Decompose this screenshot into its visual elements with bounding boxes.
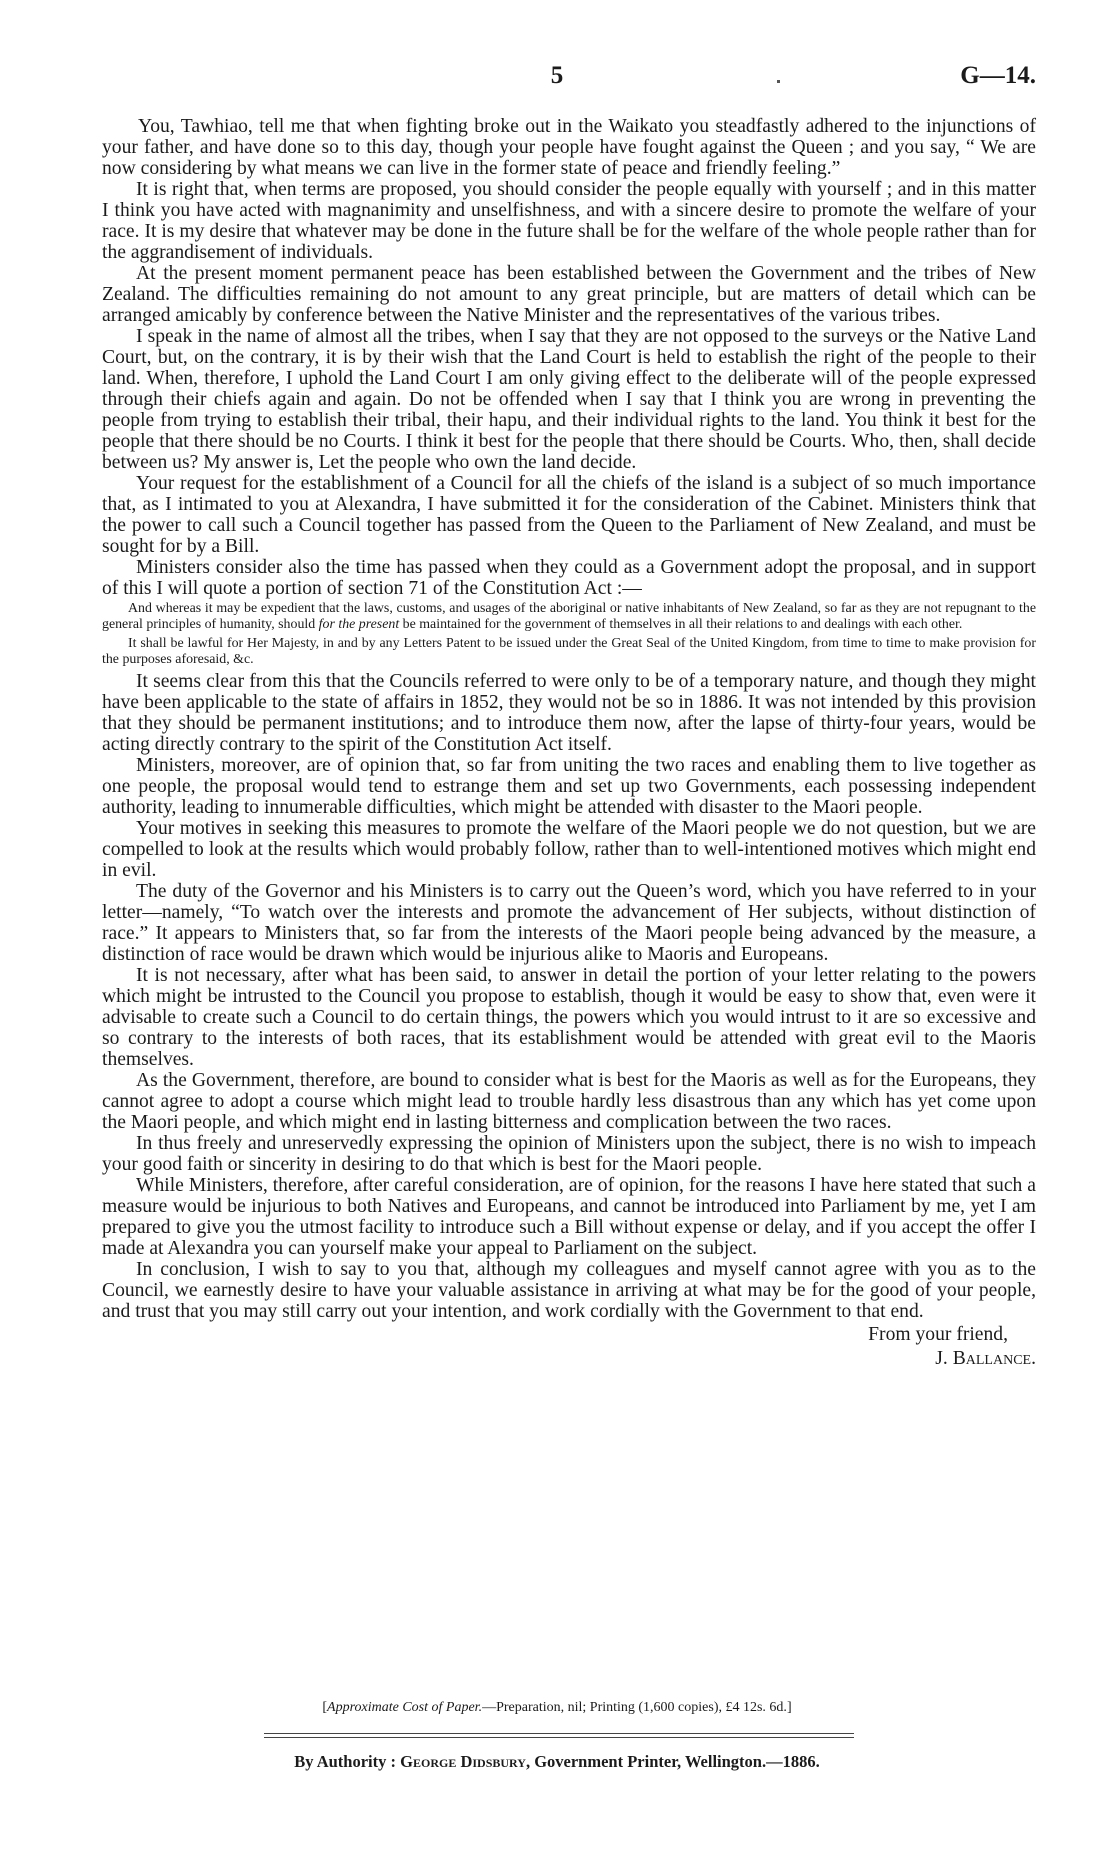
constitution-act-quote: It shall be lawful for Her Majesty, in and by any Letters Patent to be issued under the Great Seal of the United Kingdom, from time to time to make provision for the purposes aforesaid, &c. [102,635,1036,668]
paragraph: It seems clear from this that the Councils referred to were only to be of a temporary nature, and though they might have been applicable to the state of affairs in 1852, they would not be so in 1886. It was not intended by this provision that they should be permanent institutions; and to introduce them now, after the lapse of thirty-four years, would be acting directly contrary to the spirit of the Constitution Act itself. [102,670,1036,755]
imprint-prefix: By Authority : [294,1752,397,1771]
cost-label: Approximate Cost of Paper. [327,1700,483,1715]
footer-rule [264,1737,854,1738]
printer-mark [777,80,780,83]
paragraph: In thus freely and unreservedly expressing the opinion of Ministers upon the subject, there is no wish to impeach your good faith or sincerity in desiring to do that which is best for the Maori people. [102,1132,1036,1175]
signature-name: J. Ballance. [935,1347,1036,1369]
quote-text: be maintained for the government of themselves in all their relations to and dealings with each other. [399,617,963,633]
cost-text: —Preparation, nil; Printing (1,600 copies), £4 12s. 6d. [482,1700,787,1715]
quote-text: And whereas it may be expedient that the laws, customs, and usages of the aboriginal or native inhabitants of New Zealand, so far as they are not repugnant to the general principles of humanity, should [102,601,1036,633]
letter-body [102,116,1036,1370]
footer-rule [264,1733,854,1734]
paragraph: As the Government, therefore, are bound to consider what is best for the Maoris as well as for the Europeans, they cannot agree to adopt a course which might lead to trouble hardly less disastrous than any which has yet come upon the Maori people, and which might end in lasting bitterness and complication between the two races. [102,1069,1036,1133]
paragraph: At the present moment permanent peace has been established between the Government and the tribes of New Zealand. The difficulties remaining do not amount to any great principle, but are matters of detail which can be arranged amicably by conference between the Native Minister and the representatives of the various tribes. [102,263,1036,326]
document-reference: G—14. [960,62,1036,89]
printer-name: George Didsbury [400,1752,526,1771]
quote-emphasis: for the present [318,617,400,633]
paragraph: While Ministers, therefore, after careful consideration, are of opinion, for the reasons I have here stated that such a measure would be injurious to both Natives and Europeans, and cannot be introduced into Parliament by me, yet I am prepared to give you the utmost facility to introduce such a Bill without expense or delay, and if you accept the offer I made at Alexandra you can yourself make your appeal to Parliament on the subject. [102,1174,1036,1259]
paragraph: Ministers consider also the time has passed when they could as a Government adopt the proposal, and in support of this I will quote a portion of section 71 of the Constitution Act :— [102,557,1036,599]
paragraph: You, Tawhiao, tell me that when fighting broke out in the Waikato you steadfastly adhered to the injunctions of your father, and have done so to this day, though your people have fought against the Queen ; and you say, “ We are now considering by what means we can live in the former state of peace and friendly feeling.” [102,116,1036,179]
paragraph: It is not necessary, after what has been said, to answer in detail the portion of your letter relating to the powers which might be intrusted to the Council you propose to establish, though it would be easy to show that, even were it advisable to create such a Council to do certain things, the powers which you would intrust to it are so excessive and so contrary to the interests of both races, that its establishment would be attended with great evil to the Maoris themselves. [102,964,1036,1070]
paragraph: I speak in the name of almost all the tribes, when I say that they are not opposed to the surveys or the Native Land Court, but, on the contrary, it is by their wish that the Land Court is held to establish the right of the people to their land. When, therefore, I uphold the Land Court I am only giving effect to the deliberate will of the people expressed through their chiefs again and again. Do not be offended when I say that I think you are wrong in preventing the people from trying to establish their tribal, their hapu, and their individual rights to the land. You think it best for the people that there should be no Courts. I think it best for the people that there should be Courts. Who, then, shall decide between us? My answer is, Let the people who own the land decide. [102,326,1036,473]
paragraph: Your request for the establishment of a Council for all the chiefs of the island is a subject of so much importance that, as I intimated to you at Alexandra, I have submitted it for the consideration of the Cabinet. Ministers think that the power to call such a Council together has passed from the Queen to the Parliament of New Zealand, and must be sought for by a Bill. [102,473,1036,557]
paragraph: Your motives in seeking this measures to promote the welfare of the Maori people we do not question, but we are compelled to look at the results which would probably follow, rather than to well-intentioned motives which might end in evil. [102,817,1036,881]
constitution-act-quote [102,601,1036,634]
page-number: 5 [550,62,564,89]
printer-imprint [0,1752,1114,1772]
paragraph: It is right that, when terms are proposed, you should consider the people equally with yourself ; and in this matter I think you have acted with magnanimity and unselfishness, and with a sincere desire to promote the welfare of your race. It is my desire that whatever may be done in the future shall be for the welfare of the whole people rather than for the aggrandisement of individuals. [102,179,1036,263]
paragraph: In conclusion, I wish to say to you that, although my colleagues and myself cannot agree with you as to the Council, we earnestly desire to have your valuable assistance in arriving at what may be for the good of your people, and trust that you may still carry out your intention, and work cordially with the Government to that end. [102,1258,1036,1322]
signature-closing: From your friend, [868,1323,1008,1345]
printing-cost-note: [Approximate Cost of Paper.—Preparation, nil; Printing (1,600 copies), £4 12s. 6d.] [322,1700,792,1715]
paragraph: The duty of the Governor and his Ministers is to carry out the Queen’s word, which you have referred to in your letter—namely, “To watch over the interests and promote the advancement of Her subjects, without distinction of race.” It appears to Ministers that, so far from the interests of the Maori people being advanced by the measure, a distinction of race would be drawn which would be injurious alike to Maoris and Europeans. [102,880,1036,965]
paragraph: Ministers, moreover, are of opinion that, so far from uniting the two races and enabling them to live together as one people, the proposal would tend to estrange them and set up two Governments, each possessing independent authority, leading to innumerable difficulties, which might be attended with disaster to the Maori people. [102,754,1036,818]
imprint-suffix: , Government Printer, Wellington.—1886. [525,1752,820,1771]
